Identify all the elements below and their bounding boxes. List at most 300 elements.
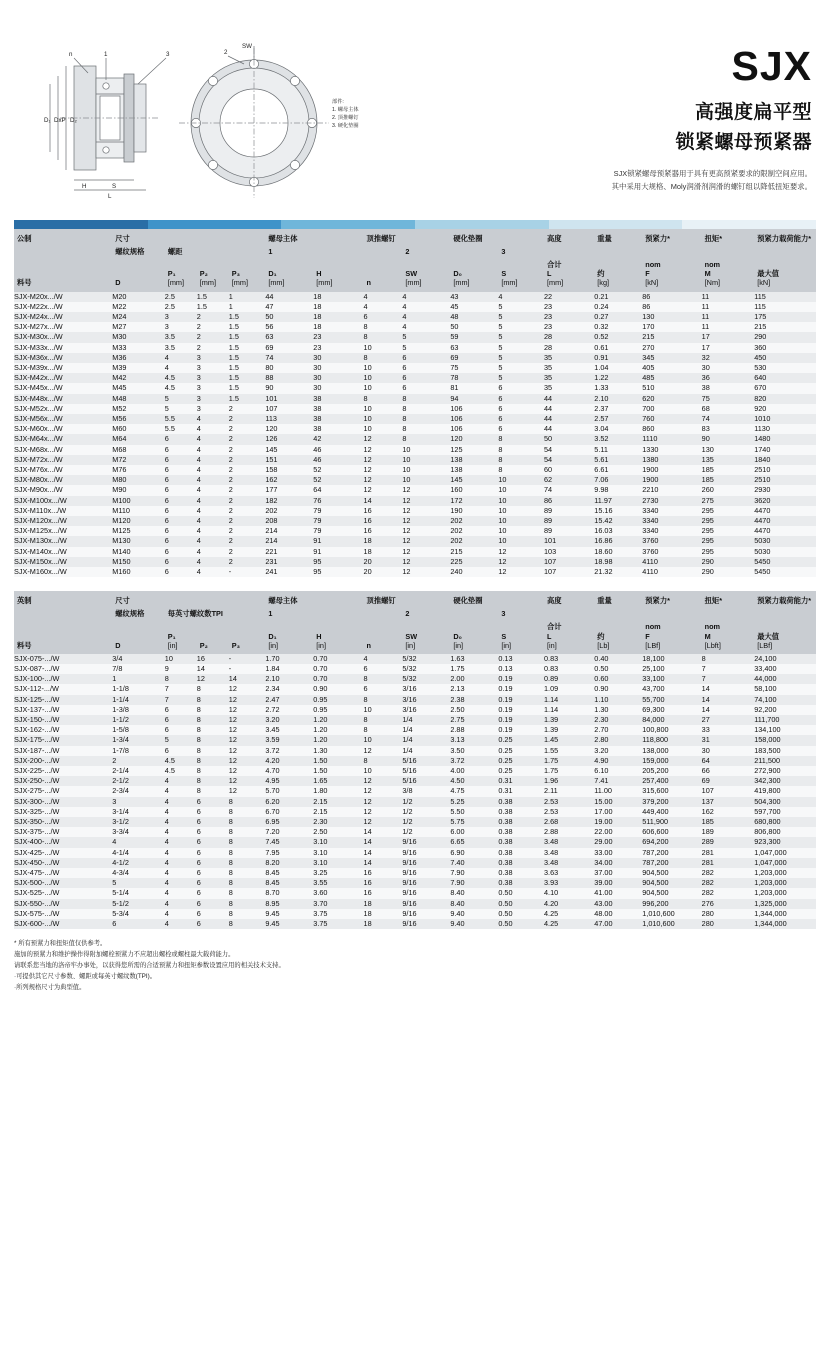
cell-value: 106 xyxy=(450,404,498,414)
cell-value: 12 xyxy=(229,705,266,715)
cell-value: 39.00 xyxy=(594,878,642,888)
imperial-header-pitch: 每英寸螺纹数TPI xyxy=(165,607,266,620)
cell-part-no: SJX-450-.../W xyxy=(14,858,112,868)
cell-value: 920 xyxy=(754,404,816,414)
cell-value: 0.25 xyxy=(498,735,544,745)
cell-value: 3.72 xyxy=(450,756,498,766)
cell-value: 134,100 xyxy=(754,725,816,735)
cell-part-no: SJX-087-.../W xyxy=(14,664,112,674)
cell-value: 6 xyxy=(364,664,403,674)
cell-value: 8 xyxy=(229,817,266,827)
cell-value: 241 xyxy=(265,567,313,577)
cell-value: 4 xyxy=(197,485,229,495)
cell-value: 7/8 xyxy=(112,664,165,674)
legend-item-3: 3. 硬化垫圈 xyxy=(332,123,359,130)
cell-value: 120 xyxy=(265,424,313,434)
table-row xyxy=(14,373,816,383)
cell-value: 4 xyxy=(197,414,229,424)
cell-value: 3.20 xyxy=(265,715,313,725)
cell-value: 4 xyxy=(165,363,197,373)
cell-value: 160 xyxy=(450,485,498,495)
cell-part-no: SJX-M56x.../W xyxy=(14,414,112,424)
cell-value: 4 xyxy=(197,445,229,455)
cell-value: 2 xyxy=(197,332,229,342)
cell-value: 10 xyxy=(498,516,544,526)
cell-value: 8 xyxy=(498,434,544,444)
cell-value: 145 xyxy=(450,475,498,485)
cell-value: - xyxy=(229,664,266,674)
imperial-sym-P2: P₂ xyxy=(197,620,229,653)
product-description-line-2: 其中采用大规格、Moly润滑剂润滑的螺钉组以降低扭矩要求。 xyxy=(611,181,812,191)
imperial-header-height: 高度 xyxy=(544,591,594,607)
cell-value: 6 xyxy=(165,547,197,557)
cell-value: 15.16 xyxy=(594,506,642,516)
cell-value: 0.13 xyxy=(498,664,544,674)
cell-value: 6 xyxy=(165,746,197,756)
cell-part-no: SJX-M110x.../W xyxy=(14,506,112,516)
cell-value: 4 xyxy=(402,322,450,332)
cell-value: 79 xyxy=(313,516,363,526)
cell-value: 3-1/4 xyxy=(112,807,165,817)
cell-value: 5 xyxy=(498,363,544,373)
imperial-header-part-no: 料号 xyxy=(14,620,112,653)
cell-value: 8 xyxy=(229,827,266,837)
cell-value: 9.40 xyxy=(450,919,498,929)
table-row xyxy=(14,455,816,465)
metric-sym-D1: D₁ [mm] xyxy=(265,258,313,291)
cell-value: 46 xyxy=(313,445,363,455)
cell-value: 0.89 xyxy=(544,674,594,684)
table-row xyxy=(14,292,816,302)
cell-value: 1.80 xyxy=(313,786,363,796)
table-row xyxy=(14,404,816,414)
imperial-sym-D: D xyxy=(112,620,165,653)
cell-value: 6 xyxy=(197,817,229,827)
cell-value: 8.40 xyxy=(450,899,498,909)
cell-value: 7.06 xyxy=(594,475,642,485)
cell-value: 0.25 xyxy=(498,756,544,766)
cell-value: 215 xyxy=(450,547,498,557)
cell-value: 9.40 xyxy=(450,909,498,919)
cell-value: M33 xyxy=(112,343,165,353)
cell-value: 379,200 xyxy=(642,797,701,807)
cell-value: 0.19 xyxy=(498,715,544,725)
cell-value: 2.10 xyxy=(265,674,313,684)
metric-header-index-2: 2 xyxy=(402,245,450,258)
cell-value: 4.10 xyxy=(544,888,594,898)
cell-value: 1 xyxy=(112,674,165,684)
cell-value: 4 xyxy=(197,496,229,506)
imperial-header-system: 英制 xyxy=(14,591,112,607)
cell-value: 44 xyxy=(265,292,313,302)
cell-value: 81 xyxy=(450,383,498,393)
cell-value: 5/16 xyxy=(402,756,450,766)
cell-value: 41.00 xyxy=(594,888,642,898)
cell-value: 6 xyxy=(165,567,197,577)
cell-value: 170 xyxy=(642,322,701,332)
cell-value: 511,900 xyxy=(642,817,701,827)
cell-value: 904,500 xyxy=(642,878,701,888)
table-row xyxy=(14,695,816,705)
imperial-sym-capacity: 最大值 [LBf] xyxy=(754,620,816,653)
cell-value: 6 xyxy=(364,312,403,322)
cell-value: 0.38 xyxy=(498,848,544,858)
cell-value: 450 xyxy=(754,353,816,363)
cell-value: 202 xyxy=(450,526,498,536)
cell-value: 4 xyxy=(165,353,197,363)
cell-value: 5 xyxy=(402,343,450,353)
cell-value: 30 xyxy=(702,363,755,373)
cell-value: 6.95 xyxy=(265,817,313,827)
metric-sym-H: H [mm] xyxy=(313,258,363,291)
cell-value: 281 xyxy=(702,848,755,858)
table-row xyxy=(14,414,816,424)
cell-value: 3 xyxy=(112,797,165,807)
cell-value: 8 xyxy=(197,735,229,745)
cell-value: 10 xyxy=(402,445,450,455)
cell-value: 0.31 xyxy=(498,776,544,786)
cell-part-no: SJX-M125x.../W xyxy=(14,526,112,536)
cell-value: 8 xyxy=(229,797,266,807)
cell-value: 137 xyxy=(702,797,755,807)
cell-value: 8 xyxy=(229,858,266,868)
cell-value: 1.65 xyxy=(313,776,363,786)
cell-value: 69 xyxy=(702,776,755,786)
cell-value: 4 xyxy=(165,797,197,807)
table-row xyxy=(14,705,816,715)
cell-value: 0.38 xyxy=(498,827,544,837)
cell-value: 3 xyxy=(197,373,229,383)
cell-value: 8 xyxy=(402,404,450,414)
cell-value: 103 xyxy=(544,547,594,557)
cell-part-no: SJX-125-.../W xyxy=(14,695,112,705)
cell-value: 64 xyxy=(702,756,755,766)
cell-value: 74,100 xyxy=(754,695,816,705)
cell-value: 680,800 xyxy=(754,817,816,827)
cell-value: 84,000 xyxy=(642,715,701,725)
cell-value: 2 xyxy=(229,547,266,557)
cell-part-no: SJX-550-.../W xyxy=(14,899,112,909)
cell-value: 0.32 xyxy=(594,322,642,332)
table-row xyxy=(14,786,816,796)
cell-value: 2 xyxy=(229,526,266,536)
cell-part-no: SJX-112-.../W xyxy=(14,684,112,694)
cell-value: 2.53 xyxy=(544,807,594,817)
cell-value: 1 xyxy=(229,302,266,312)
cell-value: 4 xyxy=(197,526,229,536)
cell-value: 4.5 xyxy=(165,766,197,776)
cell-value: 35 xyxy=(544,383,594,393)
cell-value: 2.68 xyxy=(544,817,594,827)
product-drawing-svg xyxy=(14,18,484,208)
cell-value: 5.61 xyxy=(594,455,642,465)
cell-value: 4 xyxy=(402,302,450,312)
cell-value: 101 xyxy=(265,394,313,404)
cell-value: 2 xyxy=(229,455,266,465)
cell-value: 295 xyxy=(702,506,755,516)
metric-header-screw: 顶推螺钉 xyxy=(364,229,451,245)
cell-value: 5030 xyxy=(754,547,816,557)
cell-value: 4 xyxy=(364,292,403,302)
cell-value: 5 xyxy=(498,312,544,322)
cell-value: 4 xyxy=(165,807,197,817)
cell-part-no: SJX-M90x.../W xyxy=(14,485,112,495)
cell-value: 6.20 xyxy=(265,797,313,807)
cell-value: 18 xyxy=(364,899,403,909)
cell-value: 30 xyxy=(313,363,363,373)
cell-part-no: SJX-M64x.../W xyxy=(14,434,112,444)
cell-value: 11.97 xyxy=(594,496,642,506)
cell-value: 3.45 xyxy=(265,725,313,735)
cell-value: 3 xyxy=(165,312,197,322)
cell-value: 6 xyxy=(498,394,544,404)
cell-value: 1,047,000 xyxy=(754,848,816,858)
cell-value: 63 xyxy=(450,343,498,353)
cell-value: 272,900 xyxy=(754,766,816,776)
cell-value: 138,000 xyxy=(642,746,701,756)
cell-value: 4.25 xyxy=(544,909,594,919)
product-subtitle-2: 锁紧螺母预紧器 xyxy=(675,132,812,153)
cell-value: 1/2 xyxy=(402,817,450,827)
cell-value: 46 xyxy=(313,455,363,465)
cell-value: 8 xyxy=(702,654,755,664)
table-row xyxy=(14,332,816,342)
cell-value: 14 xyxy=(364,837,403,847)
cell-value: 90 xyxy=(265,383,313,393)
cell-value: 16 xyxy=(197,654,229,664)
cell-value: 89 xyxy=(544,526,594,536)
metric-header-washer: 硬化垫圈 xyxy=(450,229,544,245)
cell-value: 1-3/8 xyxy=(112,705,165,715)
cell-value: 4 xyxy=(364,654,403,664)
cell-value: 23 xyxy=(544,302,594,312)
cell-value: 159,000 xyxy=(642,756,701,766)
cell-value: 28 xyxy=(544,343,594,353)
cell-value: 35 xyxy=(544,353,594,363)
cell-value: 12 xyxy=(402,547,450,557)
cell-value: 9/16 xyxy=(402,909,450,919)
cell-value: 50 xyxy=(450,322,498,332)
cell-value: 221 xyxy=(265,547,313,557)
metric-sym-M: nom M [Nm] xyxy=(702,258,755,291)
cell-value: 18.60 xyxy=(594,547,642,557)
cell-value: 18 xyxy=(313,302,363,312)
cell-value: 86 xyxy=(642,292,701,302)
cell-value: 8 xyxy=(229,919,266,929)
cell-value: 6.90 xyxy=(450,848,498,858)
metric-sym-P1: P₁ [mm] xyxy=(165,258,197,291)
cell-value: 4-3/4 xyxy=(112,868,165,878)
table-row xyxy=(14,766,816,776)
cell-value: 504,300 xyxy=(754,797,816,807)
cell-value: 138 xyxy=(450,455,498,465)
cell-value: 5450 xyxy=(754,557,816,567)
table-row xyxy=(14,394,816,404)
cell-value: 2210 xyxy=(642,485,701,495)
cell-value: 923,300 xyxy=(754,837,816,847)
imperial-header-capacity: 预紧力载荷能力* xyxy=(754,591,816,607)
cell-value: 7 xyxy=(165,684,197,694)
cell-value: 342,300 xyxy=(754,776,816,786)
cell-value: 9/16 xyxy=(402,899,450,909)
cell-value: 75 xyxy=(702,394,755,404)
cell-value: 1/2 xyxy=(402,797,450,807)
cell-value: 2 xyxy=(197,312,229,322)
cell-value: 1/4 xyxy=(402,715,450,725)
cell-value: 95 xyxy=(313,567,363,577)
cell-part-no: SJX-575-.../W xyxy=(14,909,112,919)
cell-value: 3.60 xyxy=(313,888,363,898)
cell-value: 1.55 xyxy=(544,746,594,756)
cell-value: 3.48 xyxy=(544,837,594,847)
cell-value: 38 xyxy=(313,404,363,414)
cell-value: 3.48 xyxy=(544,848,594,858)
cell-value: 280 xyxy=(702,909,755,919)
cell-part-no: SJX-525-.../W xyxy=(14,888,112,898)
cell-value: 3.50 xyxy=(450,746,498,756)
cell-value: 0.38 xyxy=(498,807,544,817)
cell-part-no: SJX-M30x.../W xyxy=(14,332,112,342)
cell-value: 0.70 xyxy=(313,654,363,664)
cell-value: 0.24 xyxy=(594,302,642,312)
color-bar-segment xyxy=(281,220,415,229)
cell-value: 449,400 xyxy=(642,807,701,817)
cell-value: 14 xyxy=(702,705,755,715)
color-bar-segment xyxy=(415,220,549,229)
cell-value: 12 xyxy=(364,776,403,786)
cell-value: 1,203,000 xyxy=(754,868,816,878)
imperial-header-weight: 重量 xyxy=(594,591,642,607)
cell-value: 6 xyxy=(165,536,197,546)
cell-value: 3/8 xyxy=(402,786,450,796)
table-row xyxy=(14,909,816,919)
cell-value: 74 xyxy=(265,353,313,363)
cell-value: 62 xyxy=(544,475,594,485)
cell-value: 69,300 xyxy=(642,705,701,715)
metric-header-preload: 预紧力* xyxy=(642,229,701,245)
cell-value: 130 xyxy=(642,312,701,322)
cell-value: 3.55 xyxy=(313,878,363,888)
cell-part-no: SJX-M100x.../W xyxy=(14,496,112,506)
cell-value: M130 xyxy=(112,536,165,546)
cell-value: 1.04 xyxy=(594,363,642,373)
cell-value: 0.19 xyxy=(498,684,544,694)
cell-value: 151 xyxy=(265,455,313,465)
cell-value: M22 xyxy=(112,302,165,312)
cell-value: 8 xyxy=(364,725,403,735)
cell-value: 6 xyxy=(165,526,197,536)
cell-value: 8 xyxy=(197,695,229,705)
cell-value: M36 xyxy=(112,353,165,363)
cell-value: 3620 xyxy=(754,496,816,506)
cell-value: 3.52 xyxy=(594,434,642,444)
cell-value: 1010 xyxy=(754,414,816,424)
cell-value: 22 xyxy=(544,292,594,302)
cell-value: 185 xyxy=(702,465,755,475)
cell-value: M60 xyxy=(112,424,165,434)
cell-value: 4-1/4 xyxy=(112,848,165,858)
cell-value: 23 xyxy=(544,312,594,322)
cell-value: 3 xyxy=(197,394,229,404)
svg-text:DxP: DxP xyxy=(54,117,66,124)
color-bar-segment xyxy=(682,220,816,229)
cell-value: 289 xyxy=(702,837,755,847)
cell-value: 806,800 xyxy=(754,827,816,837)
cell-value: 14 xyxy=(197,664,229,674)
cell-value: 18 xyxy=(364,547,403,557)
cell-value: 14 xyxy=(229,674,266,684)
cell-value: 4 xyxy=(165,899,197,909)
cell-value: M39 xyxy=(112,363,165,373)
cell-value: 1-5/8 xyxy=(112,725,165,735)
cell-value: 5-1/4 xyxy=(112,888,165,898)
cell-value: 23 xyxy=(313,343,363,353)
cell-value: 5.70 xyxy=(265,786,313,796)
cell-value: 10 xyxy=(402,465,450,475)
metric-sym-L: 合计 L [mm] xyxy=(544,258,594,291)
cell-value: 183,500 xyxy=(754,746,816,756)
table-row xyxy=(14,654,816,664)
cell-value: M68 xyxy=(112,445,165,455)
cell-value: 2.57 xyxy=(594,414,642,424)
cell-value: 0.61 xyxy=(594,343,642,353)
cell-value: 8 xyxy=(364,332,403,342)
cell-value: M76 xyxy=(112,465,165,475)
metric-header-height: 高度 xyxy=(544,229,594,245)
table-row xyxy=(14,363,816,373)
cell-value: 47.00 xyxy=(594,919,642,929)
table-row xyxy=(14,807,816,817)
cell-value: 3.93 xyxy=(544,878,594,888)
cell-value: 10 xyxy=(364,414,403,424)
cell-value: 4 xyxy=(197,536,229,546)
cell-value: M20 xyxy=(112,292,165,302)
cell-value: 4.25 xyxy=(544,919,594,929)
cell-value: 5 xyxy=(498,353,544,363)
cell-value: 2-1/4 xyxy=(112,766,165,776)
cell-value: 52 xyxy=(313,475,363,485)
imperial-header-index-1: 1 xyxy=(265,607,363,620)
cell-value: 66 xyxy=(702,766,755,776)
cell-value: 88 xyxy=(265,373,313,383)
cell-part-no: SJX-M80x.../W xyxy=(14,475,112,485)
cell-value: 419,800 xyxy=(754,786,816,796)
table-row xyxy=(14,715,816,725)
cell-value: 2 xyxy=(229,414,266,424)
cell-value: 2.38 xyxy=(450,695,498,705)
cell-value: 2930 xyxy=(754,485,816,495)
cell-value: 38 xyxy=(313,394,363,404)
cell-value: 158 xyxy=(265,465,313,475)
cell-value: 89 xyxy=(544,516,594,526)
cell-value: 9/16 xyxy=(402,878,450,888)
cell-value: 530 xyxy=(754,363,816,373)
cell-value: 8 xyxy=(402,414,450,424)
cell-value: 787,200 xyxy=(642,858,701,868)
cell-value: 54 xyxy=(544,455,594,465)
cell-value: 44 xyxy=(544,414,594,424)
cell-value: 4110 xyxy=(642,557,701,567)
cell-value: 282 xyxy=(702,878,755,888)
cell-value: 12 xyxy=(364,746,403,756)
imperial-table-body xyxy=(14,654,816,929)
cell-value: 8 xyxy=(364,756,403,766)
cell-value: 10 xyxy=(498,506,544,516)
imperial-sym-F: nom F [LBf] xyxy=(642,620,701,653)
cell-value: 10 xyxy=(498,526,544,536)
cell-value: 485 xyxy=(642,373,701,383)
cell-value: 6 xyxy=(165,475,197,485)
